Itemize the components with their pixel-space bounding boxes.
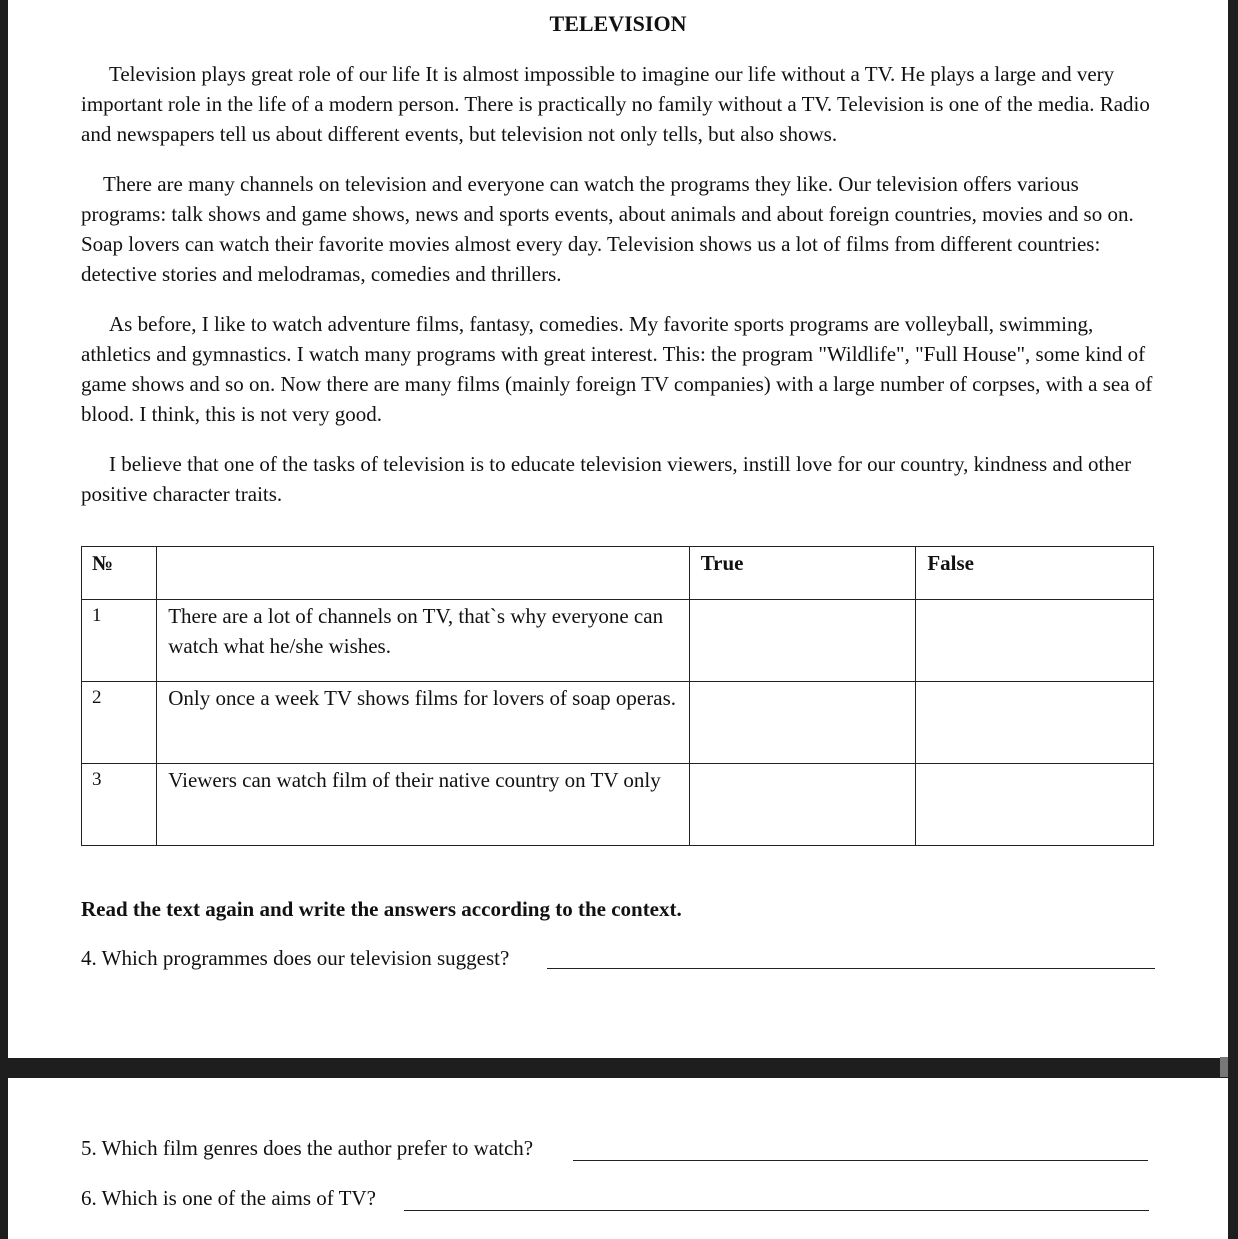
true-column-header: True [689,547,916,600]
number-column-header: № [82,547,157,600]
table-row [82,600,1154,682]
answer-line-6[interactable] [404,1210,1149,1211]
false-column-header: False [916,547,1154,600]
false-answer-cell[interactable] [916,764,1154,846]
worksheet-page-bottom [8,1078,1228,1239]
document-title: TELEVISION [549,11,687,36]
paragraph-4: I believe that one of the tasks of television is to educate television viewers, instill love for our country, kindness and other positive character traits. [81,452,1132,506]
true-answer-cell[interactable] [689,682,916,764]
row-statement: Viewers can watch film of their native country on TV only [157,764,689,846]
statement-column-header [157,547,689,600]
false-answer-cell[interactable] [916,600,1154,682]
answer-line-5[interactable] [573,1160,1148,1161]
false-answer-cell[interactable] [916,682,1154,764]
page-gap-scrollbar-handle[interactable] [1220,1057,1228,1077]
paragraph-2: There are many channels on television and everyone can watch the programs they like. Our television offers various programs: talk shows and game shows, news and sports events, about animals and about foreign countries, movies and so on. Soap lovers can watch their favorite movies almost every day. Television shows us a lot of films from different countries: detective stories and melodramas, comedies and thrillers. [81,172,1134,286]
row-statement: Only once a week TV shows films for lovers of soap operas. [157,682,689,764]
row-number: 1 [82,600,157,682]
table-header-row [82,547,1154,600]
question-6: 6. Which is one of the aims of TV? [81,1186,376,1210]
question-5: 5. Which film genres does the author prefer to watch? [81,1136,534,1160]
row-number: 3 [82,764,157,846]
row-statement: There are a lot of channels on TV, that`s why everyone can watch what he/she wishes. [157,600,689,682]
true-false-table [81,546,1154,846]
table-row [82,682,1154,764]
paragraph-3: As before, I like to watch adventure films, fantasy, comedies. My favorite sports programs are volleyball, swimming, athletics and gymnastics. I watch many programs with great interest. This: the program "Wildlife", "Full House", some kind of game shows and so on. Now there are many films (mainly foreign TV companies) with a large number of corpses, with a sea of blood. I think, this is not very good. [81,312,1153,426]
paragraph-1: Television plays great role of our life It is almost impossible to imagine our life without a TV. He plays a large and very important role in the life of a modern person. There is practically no family without a TV. Television is one of the media. Radio and newspapers tell us about different events, but television not only tells, but also shows. [81,62,1150,146]
true-answer-cell[interactable] [689,764,916,846]
row-number: 2 [82,682,157,764]
table-row [82,764,1154,846]
true-answer-cell[interactable] [689,600,916,682]
questions-heading: Read the text again and write the answers according to the context. [81,897,682,921]
answer-line-4[interactable] [547,968,1155,969]
question-4: 4. Which programmes does our television suggest? [81,946,510,970]
worksheet-page-top [8,0,1228,1058]
